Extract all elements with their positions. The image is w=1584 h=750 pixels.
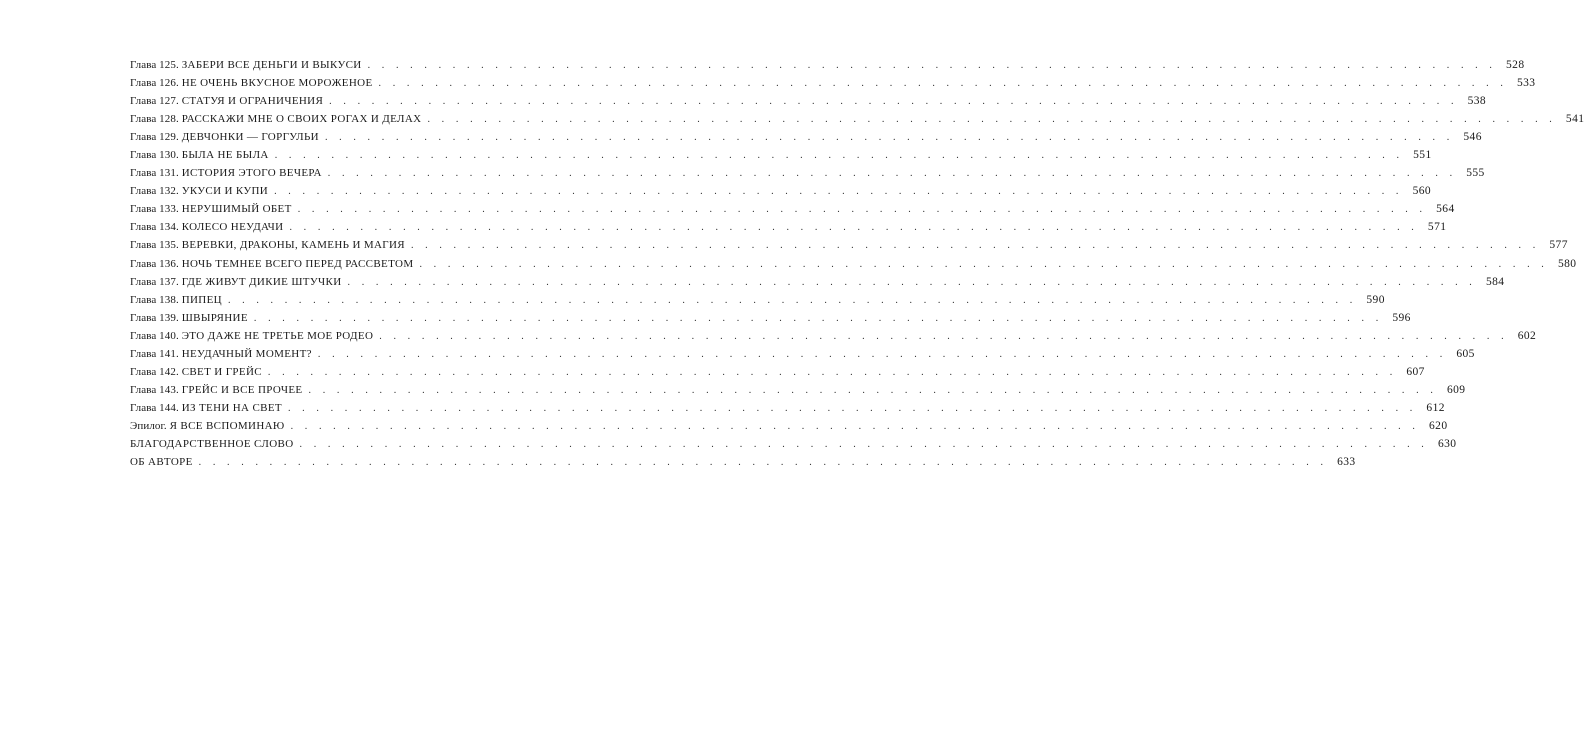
toc-entry-title: ГДЕ ЖИВУТ ДИКИЕ ШТУЧКИ — [181, 275, 342, 288]
toc-entry-prefix: Глава 130. — [130, 149, 182, 162]
toc-entry-prefix: Глава 141. — [130, 347, 182, 360]
toc-entry-prefix: Глава 131. — [130, 167, 182, 180]
toc-entry-page: 584 — [1485, 275, 1505, 288]
toc-entry — [130, 453, 1356, 471]
table-of-contents — [130, 56, 1584, 471]
dot-leader: . . . . . . . . . . . . . . . . . . . . . . . . . . . . . . . . . . . . . . . . . . . . . . . . . . . . . . . . . . . . . . . . . . . . . . . . . . . . . . . . — [274, 150, 1404, 162]
toc-entry — [130, 309, 1411, 327]
toc-entry-page: 605 — [1456, 347, 1475, 360]
dot-leader: . . . . . . . . . . . . . . . . . . . . . . . . . . . . . . . . . . . . . . . . . . . . . . . . . . . . . . . . . . . . . . . . . . . . . . . . . . . . . . . . — [378, 78, 1508, 90]
toc-entry — [130, 363, 1425, 381]
toc-entry-prefix: Глава 139. — [130, 311, 182, 324]
toc-entry-prefix: Глава 129. — [130, 131, 182, 144]
toc-entry-title: ЭТО ДАЖЕ НЕ ТРЕТЬЕ МОЕ РОДЕО — [181, 329, 374, 342]
dot-leader: . . . . . . . . . . . . . . . . . . . . . . . . . . . . . . . . . . . . . . . . . . . . . . . . . . . . . . . . . . . . . . . . . . . . . . . . . . . . . . . . — [287, 402, 1417, 414]
toc-entry — [130, 218, 1447, 236]
dot-leader: . . . . . . . . . . . . . . . . . . . . . . . . . . . . . . . . . . . . . . . . . . . . . . . . . . . . . . . . . . . . . . . . . . . . . . . . . . . . . . . . — [317, 348, 1447, 360]
toc-entry-title: ШВЫРЯНИЕ — [181, 311, 248, 324]
toc-entry — [130, 435, 1457, 453]
toc-entry-prefix: Эпилог. — [130, 419, 170, 432]
toc-entry-title: БЫЛА НЕ БЫЛА — [181, 149, 269, 162]
toc-entry — [130, 417, 1448, 435]
toc-entry-title: КОЛЕСО НЕУДАЧИ — [181, 221, 284, 234]
toc-entry-page: 630 — [1437, 437, 1457, 450]
toc-entry-title: НЕРУШИМЫЙ ОБЕТ — [181, 203, 292, 216]
toc-entry-title: НОЧЬ ТЕМНЕЕ ВСЕГО ПЕРЕД РАССВЕТОМ — [181, 257, 414, 270]
toc-entry — [130, 255, 1577, 273]
dot-leader: . . . . . . . . . . . . . . . . . . . . . . . . . . . . . . . . . . . . . . . . . . . . . . . . . . . . . . . . . . . . . . . . . . . . . . . . . . . . . . . . — [253, 312, 1383, 324]
toc-entry — [130, 164, 1485, 182]
toc-entry-title: СВЕТ И ГРЕЙС — [181, 365, 262, 378]
dot-leader: . . . . . . . . . . . . . . . . . . . . . . . . . . . . . . . . . . . . . . . . . . . . . . . . . . . . . . . . . . . . . . . . . . . . . . . . . . . . . . . . — [327, 168, 1457, 180]
toc-entry-title: ВЕРЕВКИ, ДРАКОНЫ, КАМЕНЬ И МАГИЯ — [181, 239, 405, 252]
toc-entry — [130, 110, 1584, 128]
toc-entry-prefix: Глава 137. — [130, 275, 182, 288]
toc-entry — [130, 200, 1455, 218]
toc-entry — [130, 327, 1537, 345]
toc-entry-prefix: Глава 138. — [130, 293, 182, 306]
toc-entry-page: 571 — [1427, 221, 1447, 234]
toc-entry — [130, 291, 1385, 309]
toc-entry-title: УКУСИ И КУПИ — [181, 185, 269, 198]
toc-entry-title: Я ВСЕ ВСПОМИНАЮ — [169, 419, 285, 432]
dot-leader: . . . . . . . . . . . . . . . . . . . . . . . . . . . . . . . . . . . . . . . . . . . . . . . . . . . . . . . . . . . . . . . . . . . . . . . . . . . . . . . . — [410, 240, 1540, 252]
toc-entry-page: 555 — [1466, 167, 1485, 180]
toc-entry-page: 609 — [1446, 383, 1466, 396]
dot-leader: . . . . . . . . . . . . . . . . . . . . . . . . . . . . . . . . . . . . . . . . . . . . . . . . . . . . . . . . . . . . . . . . . . . . . . . . . . . . . . . . — [427, 114, 1557, 126]
toc-entry-prefix: Глава 132. — [130, 185, 182, 198]
toc-entry-prefix: Глава 143. — [130, 383, 182, 396]
toc-entry-title: ПИПЕЦ — [181, 293, 222, 306]
toc-entry-page: 538 — [1467, 95, 1487, 108]
toc-entry-prefix: Глава 127. — [130, 95, 182, 108]
toc-entry-page: 607 — [1406, 365, 1425, 378]
toc-entry — [130, 381, 1466, 399]
toc-entry-title: ДЕВЧОНКИ — ГОРГУЛЬИ — [181, 131, 319, 144]
toc-entry — [130, 74, 1536, 92]
toc-entry-page: 580 — [1557, 257, 1577, 270]
dot-leader: . . . . . . . . . . . . . . . . . . . . . . . . . . . . . . . . . . . . . . . . . . . . . . . . . . . . . . . . . . . . . . . . . . . . . . . . . . . . . . . . — [324, 132, 1454, 144]
toc-entry — [130, 236, 1568, 254]
toc-entry-prefix: Глава 125. — [130, 59, 182, 71]
toc-entry-page: 564 — [1436, 203, 1455, 216]
toc-entry-page: 546 — [1463, 131, 1482, 144]
dot-leader: . . . . . . . . . . . . . . . . . . . . . . . . . . . . . . . . . . . . . . . . . . . . . . . . . . . . . . . . . . . . . . . . . . . . . . . . . . . . . . . . — [329, 96, 1459, 108]
toc-entry — [130, 273, 1505, 291]
dot-leader: . . . . . . . . . . . . . . . . . . . . . . . . . . . . . . . . . . . . . . . . . . . . . . . . . . . . . . . . . . . . . . . . . . . . . . . . . . . . . . . . — [198, 457, 1328, 469]
toc-entry-page: 528 — [1506, 59, 1525, 71]
toc-entry-prefix: Глава 134. — [130, 221, 182, 234]
dot-leader: . . . . . . . . . . . . . . . . . . . . . . . . . . . . . . . . . . . . . . . . . . . . . . . . . . . . . . . . . . . . . . . . . . . . . . . . . . . . . . . . — [289, 222, 1419, 234]
toc-entry-page: 602 — [1517, 329, 1537, 342]
toc-entry-title: БЛАГОДАРСТВЕННОЕ СЛОВО — [130, 437, 294, 450]
toc-entry — [130, 128, 1482, 146]
toc-entry — [130, 345, 1475, 363]
toc-entry — [130, 182, 1432, 200]
dot-leader: . . . . . . . . . . . . . . . . . . . . . . . . . . . . . . . . . . . . . . . . . . . . . . . . . . . . . . . . . . . . . . . . . . . . . . . . . . . . . . . . — [308, 384, 1438, 396]
toc-entry — [130, 399, 1445, 417]
dot-leader: . . . . . . . . . . . . . . . . . . . . . . . . . . . . . . . . . . . . . . . . . . . . . . . . . . . . . . . . . . . . . . . . . . . . . . . . . . . . . . . . — [297, 204, 1427, 216]
dot-leader: . . . . . . . . . . . . . . . . . . . . . . . . . . . . . . . . . . . . . . . . . . . . . . . . . . . . . . . . . . . . . . . . . . . . . . . . . . . . . . . . — [379, 330, 1509, 342]
dot-leader: . . . . . . . . . . . . . . . . . . . . . . . . . . . . . . . . . . . . . . . . . . . . . . . . . . . . . . . . . . . . . . . . . . . . . . . . . . . . . . . . — [347, 276, 1477, 288]
toc-entry-prefix: Глава 142. — [130, 365, 182, 378]
toc-entry-prefix: Глава 140. — [130, 329, 182, 342]
toc-entry-prefix: Глава 133. — [130, 203, 182, 216]
dot-leader: . . . . . . . . . . . . . . . . . . . . . . . . . . . . . . . . . . . . . . . . . . . . . . . . . . . . . . . . . . . . . . . . . . . . . . . . . . . . . . . . — [299, 438, 1429, 450]
toc-entry-page: 551 — [1413, 149, 1432, 162]
dot-leader: . . . . . . . . . . . . . . . . . . . . . . . . . . . . . . . . . . . . . . . . . . . . . . . . . . . . . . . . . . . . . . . . . . . . . . . . . . . . . . . . — [227, 294, 1357, 306]
toc-entry-title: ИСТОРИЯ ЭТОГО ВЕЧЕРА — [181, 167, 322, 180]
dot-leader: . . . . . . . . . . . . . . . . . . . . . . . . . . . . . . . . . . . . . . . . . . . . . . . . . . . . . . . . . . . . . . . . . . . . . . . . . . . . . . . . — [419, 258, 1549, 270]
toc-entry-page: 620 — [1429, 419, 1448, 432]
toc-entry-title: ЗАБЕРИ ВСЕ ДЕНЬГИ И ВЫКУСИ — [181, 59, 362, 71]
toc-entry-title: НЕ ОЧЕНЬ ВКУСНОЕ МОРОЖЕНОЕ — [181, 77, 373, 90]
dot-leader: . . . . . . . . . . . . . . . . . . . . . . . . . . . . . . . . . . . . . . . . . . . . . . . . . . . . . . . . . . . . . . . . . . . . . . . . . . . . . . . . — [290, 420, 1420, 432]
toc-entry-title: СТАТУЯ И ОГРАНИЧЕНИЯ — [181, 95, 324, 108]
toc-entry-title: НЕУДАЧНЫЙ МОМЕНТ? — [181, 347, 312, 360]
toc-entry — [130, 92, 1487, 110]
toc-entry-page: 541 — [1565, 113, 1584, 126]
toc-entry-title: РАССКАЖИ МНЕ О СВОИХ РОГАХ И ДЕЛАХ — [181, 113, 422, 126]
toc-entry-prefix: Глава 135. — [130, 239, 182, 252]
toc-entry-prefix: Глава 128. — [130, 113, 182, 126]
toc-entry-page: 560 — [1412, 185, 1432, 198]
toc-entry-title: ИЗ ТЕНИ НА СВЕТ — [181, 401, 282, 414]
toc-entry-prefix: Глава 144. — [130, 401, 182, 414]
dot-leader: . . . . . . . . . . . . . . . . . . . . . . . . . . . . . . . . . . . . . . . . . . . . . . . . . . . . . . . . . . . . . . . . . . . . . . . . . . . . . . . . — [274, 186, 1404, 198]
toc-entry-prefix: Глава 136. — [130, 257, 182, 270]
toc-entry-page: 577 — [1549, 239, 1568, 252]
toc-entry-title: ГРЕЙС И ВСЕ ПРОЧЕЕ — [181, 383, 303, 396]
dot-leader: . . . . . . . . . . . . . . . . . . . . . . . . . . . . . . . . . . . . . . . . . . . . . . . . . . . . . . . . . . . . . . . . . . . . . . . . . . . . . . . . — [267, 366, 1397, 378]
toc-entry — [130, 56, 1525, 74]
toc-entry-page: 533 — [1516, 77, 1536, 90]
toc-entry-page: 633 — [1337, 456, 1356, 469]
toc-entry-page: 612 — [1426, 401, 1445, 414]
toc-entry-prefix: Глава 126. — [130, 77, 182, 90]
toc-entry — [130, 146, 1432, 164]
toc-entry-title: ОБ АВТОРЕ — [130, 456, 193, 469]
toc-entry-page: 590 — [1366, 293, 1385, 306]
dot-leader: . . . . . . . . . . . . . . . . . . . . . . . . . . . . . . . . . . . . . . . . . . . . . . . . . . . . . . . . . . . . . . . . . . . . . . . . . . . . . . . . — [367, 60, 1497, 71]
toc-entry-page: 596 — [1392, 311, 1411, 324]
